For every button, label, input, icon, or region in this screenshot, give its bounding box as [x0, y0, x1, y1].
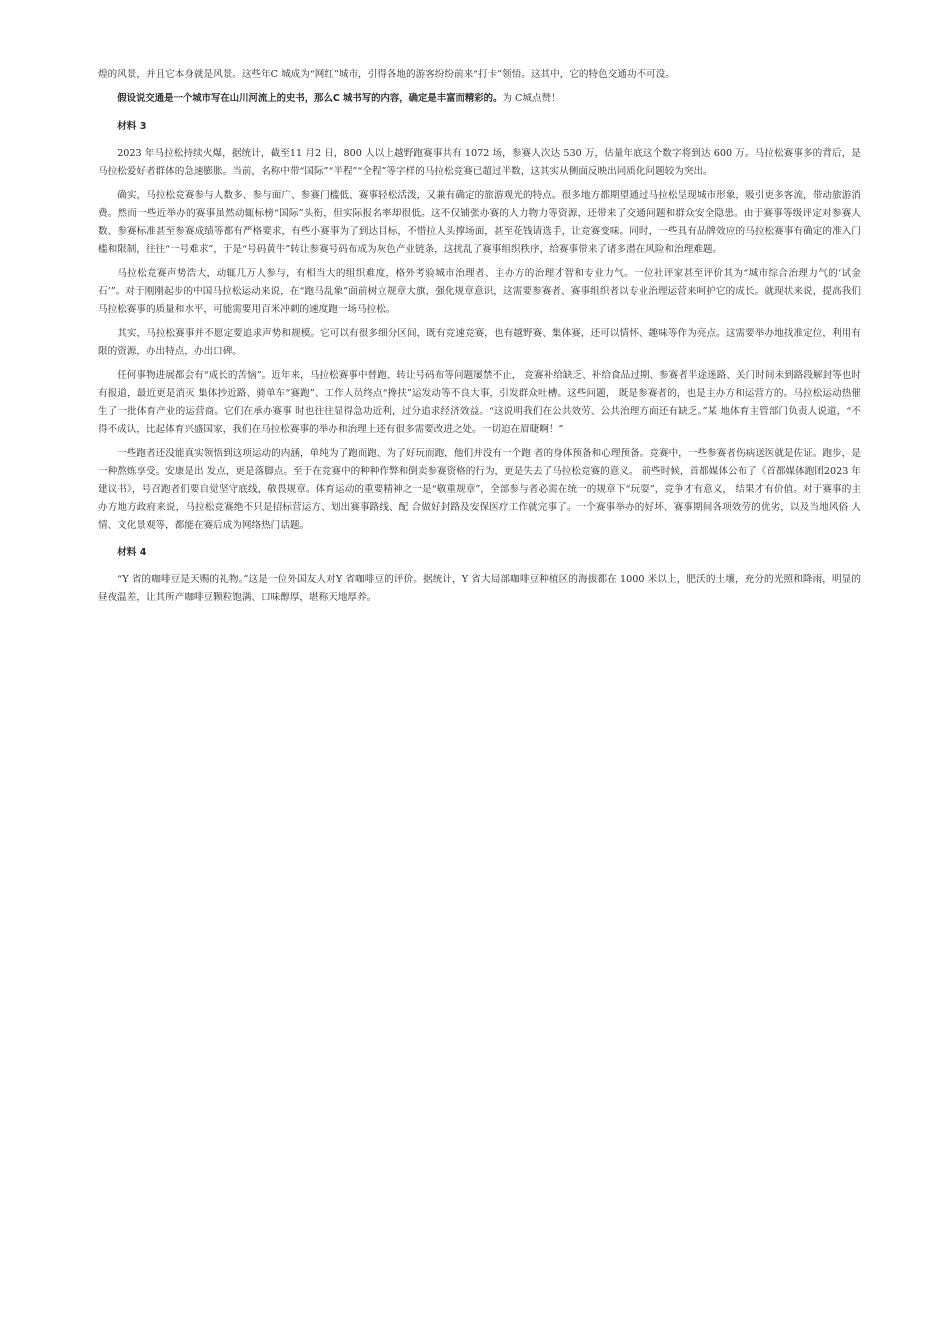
emphasis-paragraph [98, 90, 861, 108]
material-3-paragraph-5: 任何事物进展都会有“成长的苦恼”。近年来，马拉松赛事中替跑、转让号码布等问题屡禁不止， 竞赛补给缺乏、补给食品过期、参赛者半途迷路、关门时间未到路段解封等也时有报道，最近更是消灭 集体抄近路、骑单车“赛跑”、工作人员终点“搀扶”运发动等不良大事，引发群众吐槽。这些问题， 既是参赛者的，也是主办方和运营方的。马拉松运动热催生了一批体育产业的运营商。它们在承办赛事 时也往往显得急功近利，过分追求经济效益。“这说明我们在公共效劳、公共治理方面还有缺乏。”某 地体育主管部门负责人说道，“不得不成认，比起体育兴盛国家，我们在马拉松赛事的举办和治理上还有很多需要改进之处。一切迫在眉睫啊！” [98, 369, 861, 435]
opening-paragraph: 煌的风景，并且它本身就是风景。这些年C 城成为“网红”城市，引得各地的游客纷纷前来“打卡”领悟。这其中，它的特色交通功不可没。 [98, 69, 675, 80]
material-3-paragraph-2: 确实，马拉松竞赛参与人数多、参与面广、参赛门槛低、赛事轻松活泼，又兼有确定的旅游观光的特点。很多地方都期望通过马拉松呈现城市形象，吸引更多客流，带动旅游消费。然而一些近举办的赛事虽然动辄标榜“国际”头衔，但实际报名率却很低。这不仅铺张办赛的人力物力等资源，还带来了交通问题和群众安全隐患。由于赛事等级评定对参赛人数、参赛标准甚至参赛成绩等都有严格要求，有些小赛事为了到达目标，不惜拉人头撑场面，甚至花钱请选手，让竞赛变味。同时，一些具有品牌效应的马拉松赛事有确定的准入门槛和限制，往往“一号难求”，于是“号码黄牛”转让参赛号码布成为灰色产业链条，这扰乱了赛事组织秩序，给赛事带来了诸多潜在风险和治理难题。 [98, 189, 861, 255]
material-3-paragraph-6: 一些跑者还没能真实领悟到这项运动的内涵，单纯为了跑而跑、为了好玩而跑，他们并没有一个跑 者的身体预备和心理预备。竞赛中，一些参赛者伤病送医就是佐证。跑步，是一种熬炼享受。安康是出 发点，更是落脚点。至于在竞赛中的种种作弊和倒卖参赛资格的行为，更是失去了马拉松竞赛的意义。 前些时候，首都媒体公布了《首都媒体跑团2023 年建议书》，号召跑者们要自觉坚守底线，敬畏规章。体育运动的重要精神之一是“敬重规章”，全部参与者必需在统一的规章下“玩耍”，竞争才有意义， 结果才有价值。对于赛事的主办方地方政府来说，马拉松竞赛绝不只是招标营运方、划出赛事路线、配 合做好封路及安保医疗工作就完事了。一个赛事举办的好坏、赛事期间各项效劳的优劣，以及当地风俗 人情、文化景观等，都能在赛后成为网络热门话题。 [98, 447, 861, 531]
material-3-paragraph-3: 马拉松竞赛声势浩大，动辄几万人参与，有相当大的组织难度，格外考验城市治理者、主办方的治理才智和专业力气。一位社评家甚至评价其为“城市综合治理力气的‘试金石’”。对于刚刚起步的中国马拉松运动来说，在“跑马乱象”面前树立规章大旗，强化规章意识，这需要参赛者、赛事组织者以专业治理运营来呵护它的成长。就现状来说，提高我们马拉松赛事的质量和水平，可能需要用百米冲刺的速度跑一场马拉松。 [98, 267, 861, 315]
material-4-paragraph-1: “Y 省的咖啡豆是天赐的礼物。”这是一位外国友人对Y 省咖啡豆的评价。据统计，Y 省大局部咖啡豆种植区的海拔都在 1000 米以上，肥沃的土壤，充分的光照和降雨，明显的昼夜温差，让其所产咖啡豆颗粒饱满、口味醇厚，堪称天地厚养。 [98, 573, 861, 603]
material-4-heading: 材料 4 [117, 546, 147, 558]
document-page [98, 66, 861, 607]
material-3-heading: 材料 3 [117, 120, 147, 132]
material-3-paragraph-4: 其实，马拉松赛事并不愿定要追求声势和规模。它可以有很多细分区间，既有竞速竞赛，也有越野赛、集体赛，还可以情怀、趣味等作为亮点。这需要举办地找准定位，利用有限的资源，办出特点，办出口碑。 [98, 327, 861, 357]
emphasis-bold-sentence: 假设说交通是一个城市写在山川河流上的史书，那么C 城书写的内容，确定是丰富而精彩的。 [117, 93, 503, 104]
material-3-paragraph-1: 2023 年马拉松持续火爆，据统计，截至11 月2 日，800 人以上越野跑赛事共有 1072 场，参赛人次达 530 万，估量年底这个数字将到达 600 万。马拉松赛事多的背后，是马拉松爱好者群体的急速膨胀。当前，名称中带“国际”“半程”“全程”等字样的马拉松竞赛已超过半数，这其实从侧面反映出同质化问题较为突出。 [98, 147, 861, 177]
emphasis-normal-text: 为 C城点赞！ [502, 93, 561, 104]
